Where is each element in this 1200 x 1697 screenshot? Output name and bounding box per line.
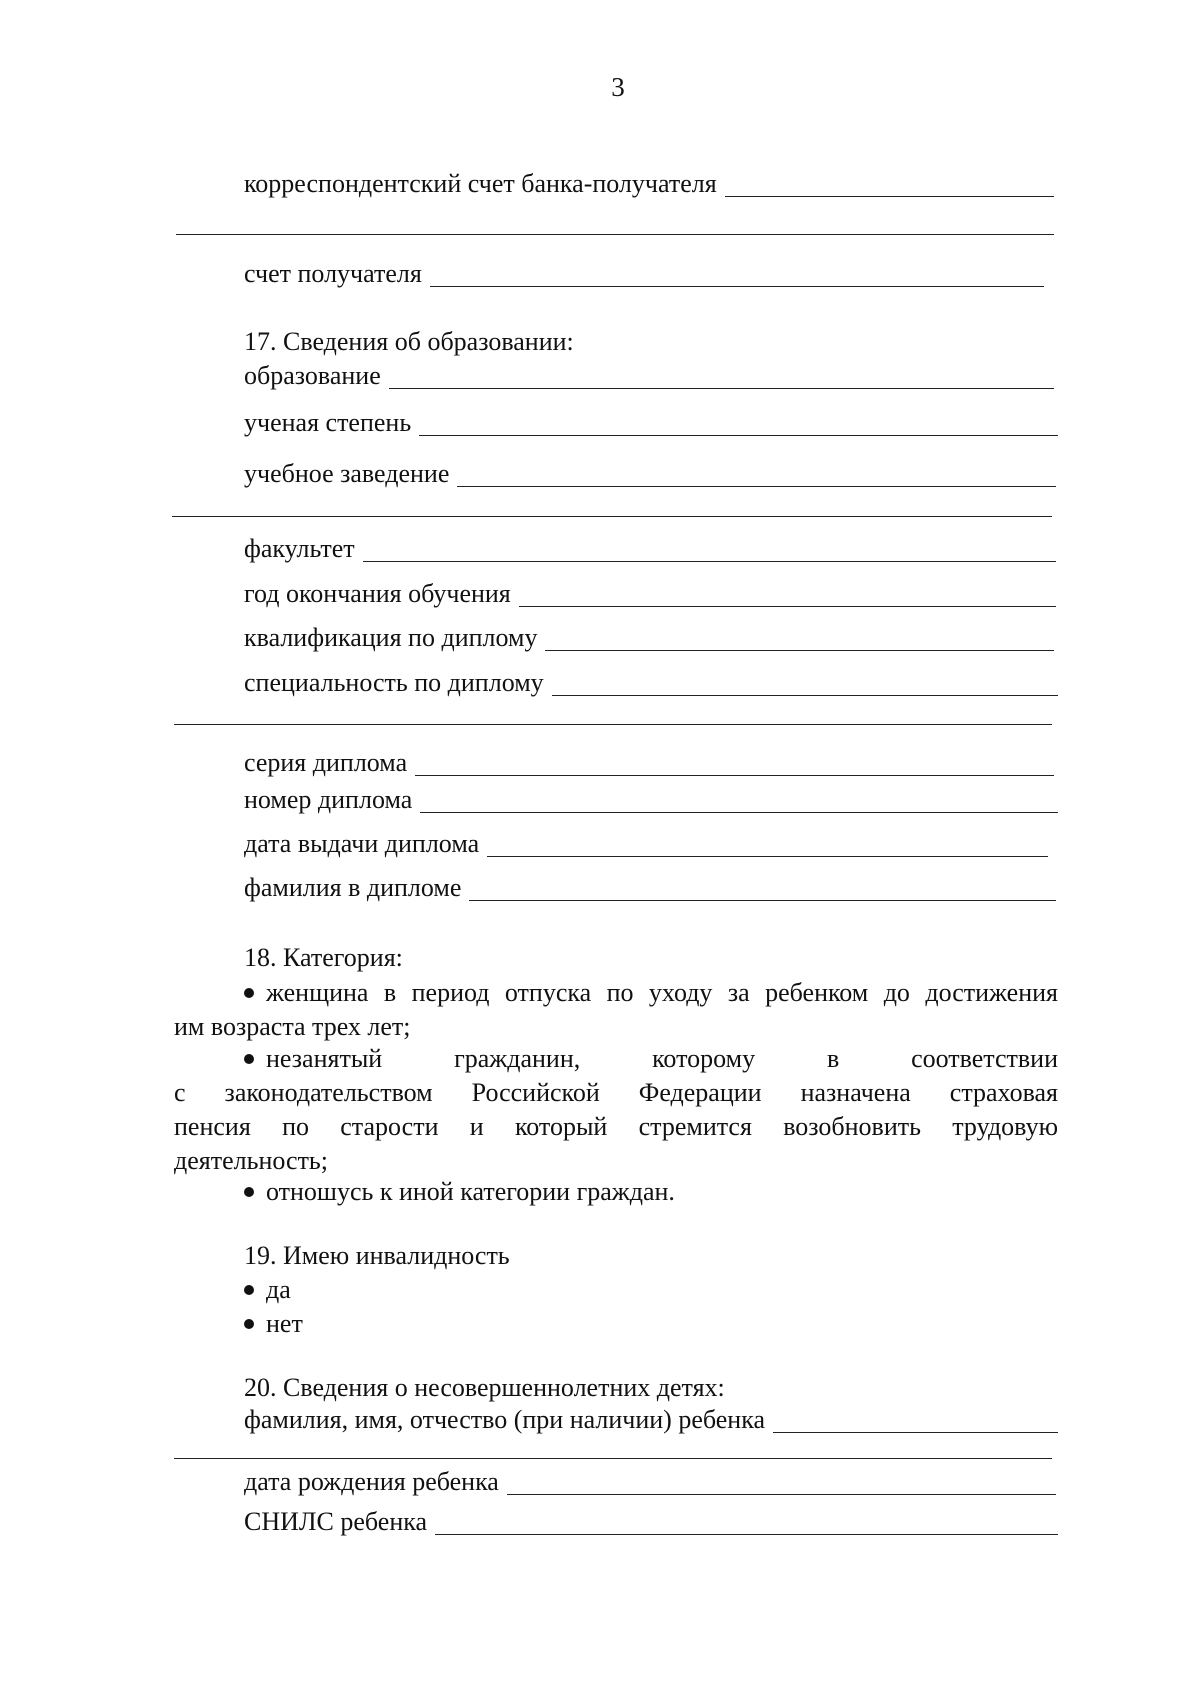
disability-option-no[interactable]	[244, 1308, 303, 1340]
specialty-label: специальность по диплому	[244, 668, 544, 697]
degree-label: ученая степень	[244, 408, 412, 437]
page-number: 3	[611, 72, 625, 102]
diploma-surname-field[interactable]	[244, 870, 1056, 904]
diploma-number-line[interactable]	[420, 788, 1058, 813]
degree-line[interactable]	[419, 411, 1058, 436]
category-option-2-line-1	[174, 1042, 1058, 1076]
disability-option-yes[interactable]	[244, 1274, 291, 1306]
category-option-2-text-1: незанятый гражданин, которому в соответствии	[266, 1044, 1058, 1073]
category-option-3[interactable]	[244, 1176, 675, 1208]
bullet-icon[interactable]	[244, 1285, 254, 1295]
diploma-series-line[interactable]	[415, 751, 1054, 776]
institution-label: учебное заведение	[244, 459, 450, 488]
education-label: образование	[244, 361, 381, 390]
category-option-2[interactable]	[174, 1042, 1058, 1178]
disability-no-text: нет	[266, 1309, 303, 1338]
recipient-account-field[interactable]	[244, 256, 1044, 290]
specialty-continuation-line[interactable]	[174, 724, 1052, 725]
faculty-field[interactable]	[244, 531, 1056, 565]
bullet-icon[interactable]	[244, 1054, 254, 1064]
category-option-1-text-1: женщина в период отпуска по уходу за ребенком до достижения	[266, 978, 1058, 1007]
qualification-field[interactable]	[244, 620, 1054, 654]
education-line[interactable]	[389, 364, 1054, 389]
diploma-surname-line[interactable]	[469, 876, 1056, 901]
specialty-field[interactable]	[244, 665, 1058, 699]
qualification-line[interactable]	[545, 626, 1054, 651]
diploma-number-field[interactable]	[244, 782, 1058, 816]
category-heading: 18. Категория:	[244, 943, 403, 972]
corr-account-line[interactable]	[725, 172, 1054, 197]
diploma-issue-date-line[interactable]	[487, 832, 1048, 857]
diploma-surname-label: фамилия в дипломе	[244, 873, 462, 902]
recipient-account-line[interactable]	[430, 262, 1044, 287]
diploma-series-label: серия диплома	[244, 748, 408, 777]
specialty-line[interactable]	[552, 671, 1058, 696]
education-heading: 17. Сведения об образовании:	[244, 327, 574, 356]
child-snils-line[interactable]	[435, 1510, 1058, 1535]
children-heading: 20. Сведения о несовершеннолетних детях:	[244, 1373, 725, 1402]
child-name-field[interactable]	[244, 1402, 1058, 1436]
education-field[interactable]	[244, 358, 1054, 392]
graduation-year-field[interactable]	[244, 576, 1056, 610]
category-option-2-line-4: деятельность;	[174, 1146, 329, 1175]
faculty-label: факультет	[244, 534, 355, 563]
institution-line[interactable]	[457, 462, 1056, 487]
bullet-icon[interactable]	[244, 988, 254, 998]
bullet-icon[interactable]	[244, 1319, 254, 1329]
child-name-label: фамилия, имя, отчество (при наличии) ребенка	[244, 1405, 765, 1434]
institution-continuation-line[interactable]	[172, 516, 1052, 517]
child-birth-date-label: дата рождения ребенка	[244, 1467, 499, 1496]
child-name-line[interactable]	[773, 1408, 1058, 1433]
category-option-1-line-2: им возраста трех лет;	[174, 1012, 411, 1041]
faculty-line[interactable]	[363, 537, 1056, 562]
category-option-2-line-3: пенсия по старости и который стремится возобновить трудовую	[174, 1112, 1058, 1141]
category-option-1-line-1	[174, 976, 1058, 1010]
child-birth-date-line[interactable]	[507, 1470, 1056, 1495]
category-option-1[interactable]	[174, 976, 1058, 1044]
disability-yes-text: да	[266, 1275, 291, 1304]
category-option-3-text: отношусь к иной категории граждан.	[266, 1177, 675, 1206]
qualification-label: квалификация по диплому	[244, 623, 538, 652]
corr-account-label: корреспондентский счет банка-получателя	[244, 169, 717, 198]
disability-heading: 19. Имею инвалидность	[244, 1241, 510, 1270]
child-snils-field[interactable]	[244, 1504, 1058, 1538]
child-snils-label: СНИЛС ребенка	[244, 1507, 428, 1536]
recipient-account-label: счет получателя	[244, 259, 422, 288]
graduation-year-label: год окончания обучения	[244, 579, 511, 608]
child-name-continuation-line[interactable]	[174, 1458, 1052, 1459]
bullet-icon[interactable]	[244, 1187, 254, 1197]
corr-account-field[interactable]	[244, 166, 1054, 200]
diploma-number-label: номер диплома	[244, 785, 413, 814]
degree-field[interactable]	[244, 405, 1058, 439]
diploma-issue-date-label: дата выдачи диплома	[244, 829, 480, 858]
graduation-year-line[interactable]	[519, 582, 1056, 607]
corr-account-continuation-line[interactable]	[176, 234, 1054, 235]
category-option-2-line-2: с законодательством Российской Федерации назначена страховая	[174, 1078, 1058, 1107]
child-birth-date-field[interactable]	[244, 1464, 1056, 1498]
institution-field[interactable]	[244, 456, 1056, 490]
diploma-series-field[interactable]	[244, 745, 1054, 779]
diploma-issue-date-field[interactable]	[244, 826, 1048, 860]
